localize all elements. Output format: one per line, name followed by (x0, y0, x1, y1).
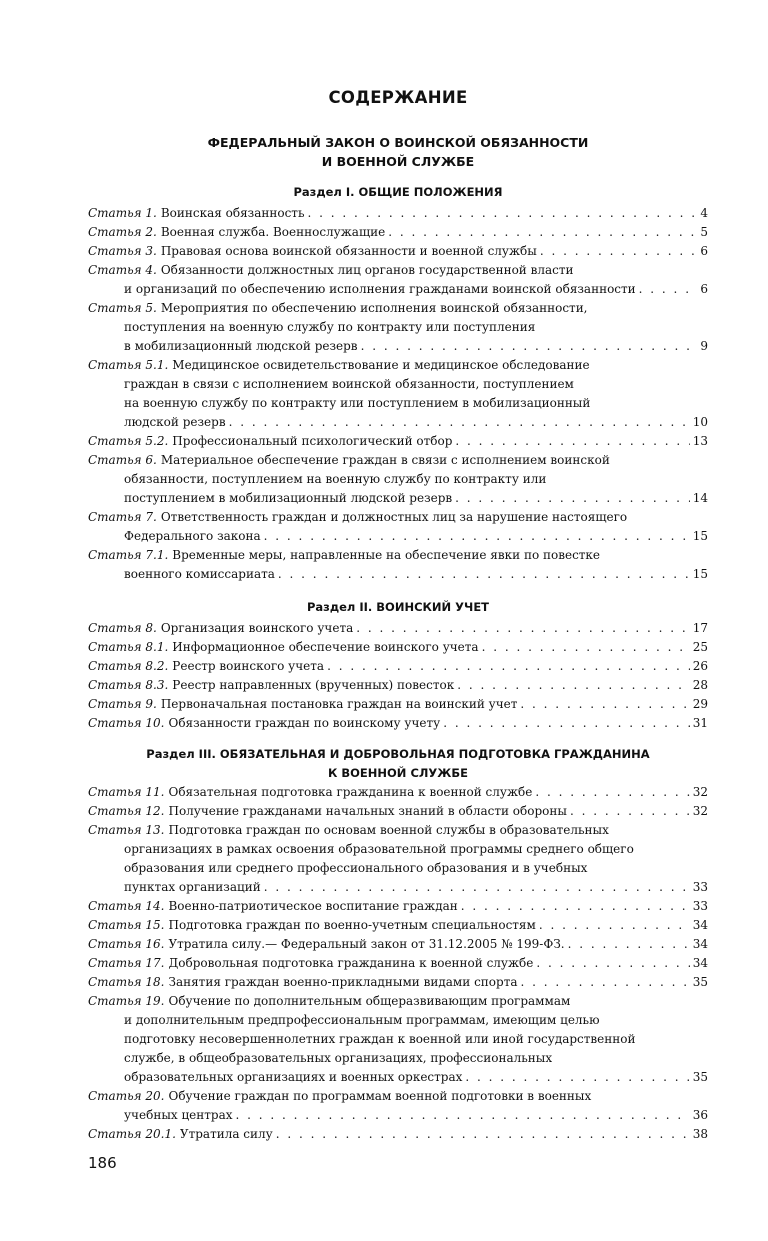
article-title: организациях в рамках освоения образовательной программы среднего общего (124, 842, 634, 856)
dot-leader (229, 413, 690, 432)
toc-entry-line (88, 954, 708, 973)
toc-entry-line (88, 657, 708, 676)
section-heading (88, 745, 708, 783)
article-label: Статья 11. (88, 785, 165, 799)
article-label: Статья 8.1. (88, 640, 169, 654)
toc-entry-line (88, 992, 708, 1011)
page-ref: 31 (692, 716, 708, 730)
toc-entry-line (88, 1049, 708, 1068)
toc-entry[interactable] (88, 546, 708, 584)
dot-leader (443, 714, 690, 733)
toc-entry[interactable] (88, 451, 708, 508)
page-ref: 6 (700, 244, 708, 258)
toc-entry-line (88, 897, 708, 916)
page-ref: 6 (700, 282, 708, 296)
article-title: на военную службу по контракту или поступлением в мобилизационный (124, 396, 591, 410)
toc-entry[interactable] (88, 897, 708, 916)
article-label: Статья 6. (88, 453, 157, 467)
article-title: Добровольная подготовка гражданина к военной службе (168, 956, 534, 970)
contents-page (88, 0, 708, 1241)
toc-entry-line (88, 1106, 708, 1125)
article-title: пунктах организаций (124, 880, 261, 894)
section-entries (88, 204, 708, 584)
article-label: Статья 20. (88, 1089, 165, 1103)
toc-entry-line (88, 714, 708, 733)
toc-entry-line (88, 1030, 708, 1049)
dot-leader (539, 916, 690, 935)
toc-entry[interactable] (88, 714, 708, 733)
dot-leader (455, 489, 690, 508)
toc-entry-line (88, 840, 708, 859)
toc-entry-line (88, 204, 708, 223)
toc-entry-line (88, 508, 708, 527)
toc-entry-line (88, 1011, 708, 1030)
article-title: военного комиссариата (124, 567, 275, 581)
toc-entry-line (88, 859, 708, 878)
dot-leader (264, 527, 690, 546)
toc-entry-line (88, 695, 708, 714)
article-title: в мобилизационный людской резерв (124, 339, 358, 353)
page-ref: 15 (692, 529, 708, 543)
article-label: Статья 7.1. (88, 548, 169, 562)
toc-entry-line (88, 802, 708, 821)
section-heading-line: Раздел III. ОБЯЗАТЕЛЬНАЯ И ДОБРОВОЛЬНАЯ ПОДГОТОВКА ГРАЖДАНИНА (146, 747, 650, 761)
article-label: Статья 4. (88, 263, 157, 277)
dot-leader (520, 695, 689, 714)
dot-leader (361, 337, 695, 356)
article-label: Статья 12. (88, 804, 165, 818)
page-ref: 36 (692, 1108, 708, 1122)
page-ref: 15 (692, 567, 708, 581)
dot-leader (236, 1106, 690, 1125)
article-label: Статья 9. (88, 697, 157, 711)
article-title: Утратила силу (179, 1127, 273, 1141)
article-title: Военная служба. Военнослужащие (160, 225, 386, 239)
page-ref: 34 (692, 937, 708, 951)
toc-entry[interactable] (88, 223, 708, 242)
page-ref: 4 (700, 206, 708, 220)
page-ref: 32 (692, 785, 708, 799)
page-ref: 14 (692, 491, 708, 505)
page-ref: 35 (692, 975, 708, 989)
article-label: Статья 15. (88, 918, 165, 932)
article-title: Организация воинского учета (160, 621, 354, 635)
article-label: Статья 8.2. (88, 659, 169, 673)
article-title: Обязательная подготовка гражданина к военной службе (168, 785, 533, 799)
article-title: Медицинское освидетельствование и медицинское обследование (172, 358, 590, 372)
article-title: Реестр воинского учета (172, 659, 325, 673)
dot-leader (536, 954, 689, 973)
article-label: Статья 1. (88, 206, 157, 220)
dot-leader (639, 280, 695, 299)
toc-entry[interactable] (88, 657, 708, 676)
dot-leader (264, 878, 690, 897)
article-title: Временные меры, направленные на обеспечение явки по повестке (172, 548, 601, 562)
article-label: Статья 8.3. (88, 678, 169, 692)
toc-entry-line (88, 223, 708, 242)
toc-entry-line (88, 470, 708, 489)
toc-entry[interactable] (88, 916, 708, 935)
law-title-line: И ВОЕННОЙ СЛУЖБЕ (321, 154, 475, 169)
article-title: Первоначальная постановка граждан на воинский учет (160, 697, 518, 711)
article-title: поступлением в мобилизационный людской резерв (124, 491, 453, 505)
page-number: 186 (88, 1154, 117, 1172)
toc-entry[interactable] (88, 638, 708, 657)
toc-entry-line (88, 451, 708, 470)
toc-entry-line (88, 973, 708, 992)
page-ref: 29 (692, 697, 708, 711)
article-title: людской резерв (124, 415, 226, 429)
article-label: Статья 18. (88, 975, 165, 989)
toc-entry-line (88, 546, 708, 565)
article-title: Информационное обеспечение воинского учета (172, 640, 479, 654)
article-title: и дополнительным предпрофессиональным программам, имеющим целью (124, 1013, 600, 1027)
toc-entry[interactable] (88, 802, 708, 821)
page-ref: 10 (692, 415, 708, 429)
toc-entry[interactable] (88, 1087, 708, 1125)
toc-entry-line (88, 638, 708, 657)
toc-entry-line (88, 261, 708, 280)
toc-entry[interactable] (88, 261, 708, 299)
article-label: Статья 3. (88, 244, 157, 258)
toc-entry[interactable] (88, 992, 708, 1087)
toc-entry-line (88, 337, 708, 356)
article-label: Статья 5.2. (88, 434, 169, 448)
page-ref: 25 (692, 640, 708, 654)
page-ref: 33 (692, 899, 708, 913)
article-label: Статья 20.1. (88, 1127, 176, 1141)
article-label: Статья 2. (88, 225, 157, 239)
section-heading (88, 598, 708, 617)
article-label: Статья 17. (88, 956, 165, 970)
toc-entry-line (88, 1068, 708, 1087)
article-label: Статья 16. (88, 937, 165, 951)
article-title: Получение гражданами начальных знаний в области обороны (168, 804, 567, 818)
toc-entry[interactable] (88, 973, 708, 992)
toc-entry[interactable] (88, 1125, 708, 1144)
article-title: образования или среднего профессионального образования и в учебных (124, 861, 588, 875)
page-ref: 28 (692, 678, 708, 692)
toc-entry[interactable] (88, 432, 708, 451)
dot-leader (465, 1068, 689, 1087)
article-title: Обязанности должностных лиц органов государственной власти (160, 263, 574, 277)
article-title: Материальное обеспечение граждан в связи с исполнением воинской (160, 453, 610, 467)
toc-entry-line (88, 565, 708, 584)
page-ref: 34 (692, 956, 708, 970)
toc-entry-line (88, 299, 708, 318)
article-label: Статья 10. (88, 716, 165, 730)
toc-entry-line (88, 280, 708, 299)
article-title: Профессиональный психологический отбор (172, 434, 453, 448)
toc-entry[interactable] (88, 821, 708, 897)
page-ref: 38 (692, 1127, 708, 1141)
toc-entry-line (88, 318, 708, 337)
page-ref: 32 (692, 804, 708, 818)
article-label: Статья 5.1. (88, 358, 169, 372)
article-title: службе, в общеобразовательных организациях, профессиональных (124, 1051, 553, 1065)
toc-entry-line (88, 432, 708, 451)
dot-leader (461, 897, 690, 916)
toc-entry-line (88, 821, 708, 840)
dot-leader (388, 223, 695, 242)
dot-leader (276, 1125, 690, 1144)
page-ref: 9 (700, 339, 708, 353)
toc-entry-line (88, 394, 708, 413)
section-heading-line: Раздел II. ВОИНСКИЙ УЧЕТ (306, 600, 490, 614)
article-title: Воинская обязанность (160, 206, 305, 220)
toc-entry-line (88, 916, 708, 935)
article-title: образовательных организациях и военных оркестрах (124, 1070, 463, 1084)
article-title: Обязанности граждан по воинскому учету (168, 716, 441, 730)
article-title: Подготовка граждан по основам военной службы в образовательных (168, 823, 609, 837)
article-title: Реестр направленных (врученных) повесток (172, 678, 455, 692)
toc-entry[interactable] (88, 299, 708, 356)
page-ref: 5 (700, 225, 708, 239)
article-title: Занятия граждан военно-прикладными видами спорта (168, 975, 518, 989)
dot-leader (535, 783, 689, 802)
dot-leader (568, 935, 690, 954)
article-title: Федерального закона (124, 529, 261, 543)
article-title: Подготовка граждан по военно-учетным специальностям (168, 918, 536, 932)
toc-entry-line (88, 375, 708, 394)
dot-leader (570, 802, 690, 821)
article-label: Статья 7. (88, 510, 157, 524)
toc-entry[interactable] (88, 935, 708, 954)
dot-leader (482, 638, 690, 657)
toc-entry-line (88, 242, 708, 261)
article-title: Правовая основа воинской обязанности и военной службы (160, 244, 537, 258)
article-label: Статья 5. (88, 301, 157, 315)
page-title: СОДЕРЖАНИЕ (328, 88, 468, 107)
article-title: и организаций по обеспечению исполнения гражданами воинской обязанности (124, 282, 636, 296)
toc-entry[interactable] (88, 676, 708, 695)
article-title: Утратила силу.— Федеральный закон от 31.12.2005 № 199-ФЗ. (168, 937, 565, 951)
toc-entry-line (88, 878, 708, 897)
dot-leader (455, 432, 689, 451)
article-title: обязанности, поступлением на военную службу по контракту или (124, 472, 547, 486)
toc-entry-line (88, 356, 708, 375)
article-title: граждан в связи с исполнением воинской обязанности, поступлением (124, 377, 574, 391)
article-title: подготовку несовершеннолетних граждан к военной или иной государственной (124, 1032, 636, 1046)
article-title: Обучение по дополнительным общеразвивающим программам (168, 994, 571, 1008)
article-title: Военно-патриотическое воспитание граждан (168, 899, 458, 913)
toc-entry-line (88, 1125, 708, 1144)
section-entries (88, 619, 708, 733)
section-heading (88, 183, 708, 202)
article-title: Ответственность граждан и должностных лиц за нарушение настоящего (160, 510, 628, 524)
law-title (88, 133, 708, 171)
dot-leader (540, 242, 695, 261)
toc-entry[interactable] (88, 619, 708, 638)
dot-leader (520, 973, 689, 992)
toc-entry[interactable] (88, 783, 708, 802)
dot-leader (356, 619, 689, 638)
toc-entry-line (88, 676, 708, 695)
section-heading-line: Раздел I. ОБЩИЕ ПОЛОЖЕНИЯ (293, 185, 503, 199)
toc-entry[interactable] (88, 954, 708, 973)
dot-leader (457, 676, 690, 695)
page-ref: 35 (692, 1070, 708, 1084)
article-label: Статья 19. (88, 994, 165, 1008)
article-title: учебных центрах (124, 1108, 233, 1122)
toc-entry[interactable] (88, 695, 708, 714)
page-ref: 13 (692, 434, 708, 448)
toc-entry[interactable] (88, 204, 708, 223)
section-heading-line: К ВОЕННОЙ СЛУЖБЕ (327, 766, 468, 780)
toc-entry[interactable] (88, 508, 708, 546)
dot-leader (278, 565, 690, 584)
article-title: Мероприятия по обеспечению исполнения воинской обязанности, (160, 301, 588, 315)
toc-entry[interactable] (88, 242, 708, 261)
page-ref: 17 (692, 621, 708, 635)
dot-leader (307, 204, 695, 223)
page-ref: 33 (692, 880, 708, 894)
page-ref: 34 (692, 918, 708, 932)
toc-entry-line (88, 1087, 708, 1106)
section-entries (88, 783, 708, 1144)
toc-entry-line (88, 935, 708, 954)
toc-entry-line (88, 619, 708, 638)
toc-entry-line (88, 783, 708, 802)
toc-entry-line (88, 527, 708, 546)
article-title: поступления на военную службу по контракту или поступления (124, 320, 536, 334)
article-label: Статья 13. (88, 823, 165, 837)
article-title: Обучение граждан по программам военной подготовки в военных (168, 1089, 592, 1103)
toc-entry-line (88, 413, 708, 432)
law-title-line: ФЕДЕРАЛЬНЫЙ ЗАКОН О ВОИНСКОЙ ОБЯЗАННОСТИ (207, 135, 589, 150)
toc-entry[interactable] (88, 356, 708, 432)
toc-entry-line (88, 489, 708, 508)
page-ref: 26 (692, 659, 708, 673)
article-label: Статья 14. (88, 899, 165, 913)
dot-leader (327, 657, 690, 676)
article-label: Статья 8. (88, 621, 157, 635)
